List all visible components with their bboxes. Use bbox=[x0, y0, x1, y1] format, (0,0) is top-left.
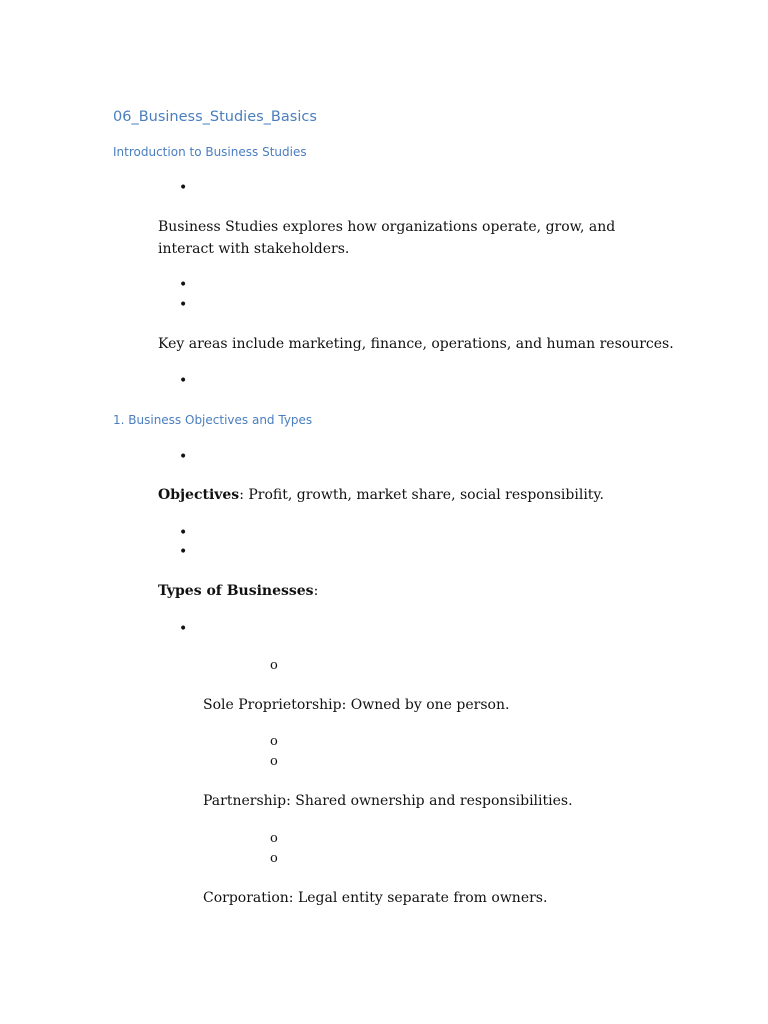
type-corporation: Corporation: Legal entity separate from owners. bbox=[203, 890, 548, 906]
bullet-marker: • bbox=[179, 297, 188, 313]
sub-bullet-marker: o bbox=[270, 831, 278, 846]
sub-bullet-marker: o bbox=[270, 734, 278, 749]
types-label: Types of Businesses bbox=[158, 583, 314, 599]
types-suffix: : bbox=[313, 583, 319, 599]
bullet-marker: • bbox=[179, 449, 188, 465]
intro-paragraph-1: Business Studies explores how organizations operate, grow, and interact with stakeholders. bbox=[158, 219, 616, 257]
bullet-marker: • bbox=[179, 180, 188, 196]
bullet-marker: • bbox=[179, 544, 188, 560]
type-sole-proprietorship: Sole Proprietorship: Owned by one person. bbox=[203, 697, 510, 713]
bullet-marker: • bbox=[179, 373, 188, 389]
objectives-label: Objectives bbox=[158, 487, 240, 503]
bullet-marker: • bbox=[179, 525, 188, 541]
intro-paragraph-2: Key areas include marketing, finance, operations, and human resources. bbox=[158, 336, 674, 352]
section-heading-introduction: Introduction to Business Studies bbox=[113, 145, 307, 159]
sub-bullet-marker: o bbox=[270, 754, 278, 769]
type-partnership: Partnership: Shared ownership and responsibilities. bbox=[203, 793, 573, 809]
bullet-marker: • bbox=[179, 277, 188, 293]
document-title: 06_Business_Studies_Basics bbox=[113, 109, 317, 125]
sub-bullet-marker: o bbox=[270, 658, 278, 673]
types-heading-line bbox=[158, 580, 318, 602]
objectives-text: : Profit, growth, market share, social responsibility. bbox=[239, 487, 604, 503]
section-heading-objectives-types: 1. Business Objectives and Types bbox=[113, 413, 313, 427]
objectives-line bbox=[158, 484, 604, 506]
bullet-marker: • bbox=[179, 621, 188, 637]
sub-bullet-marker: o bbox=[270, 851, 278, 866]
